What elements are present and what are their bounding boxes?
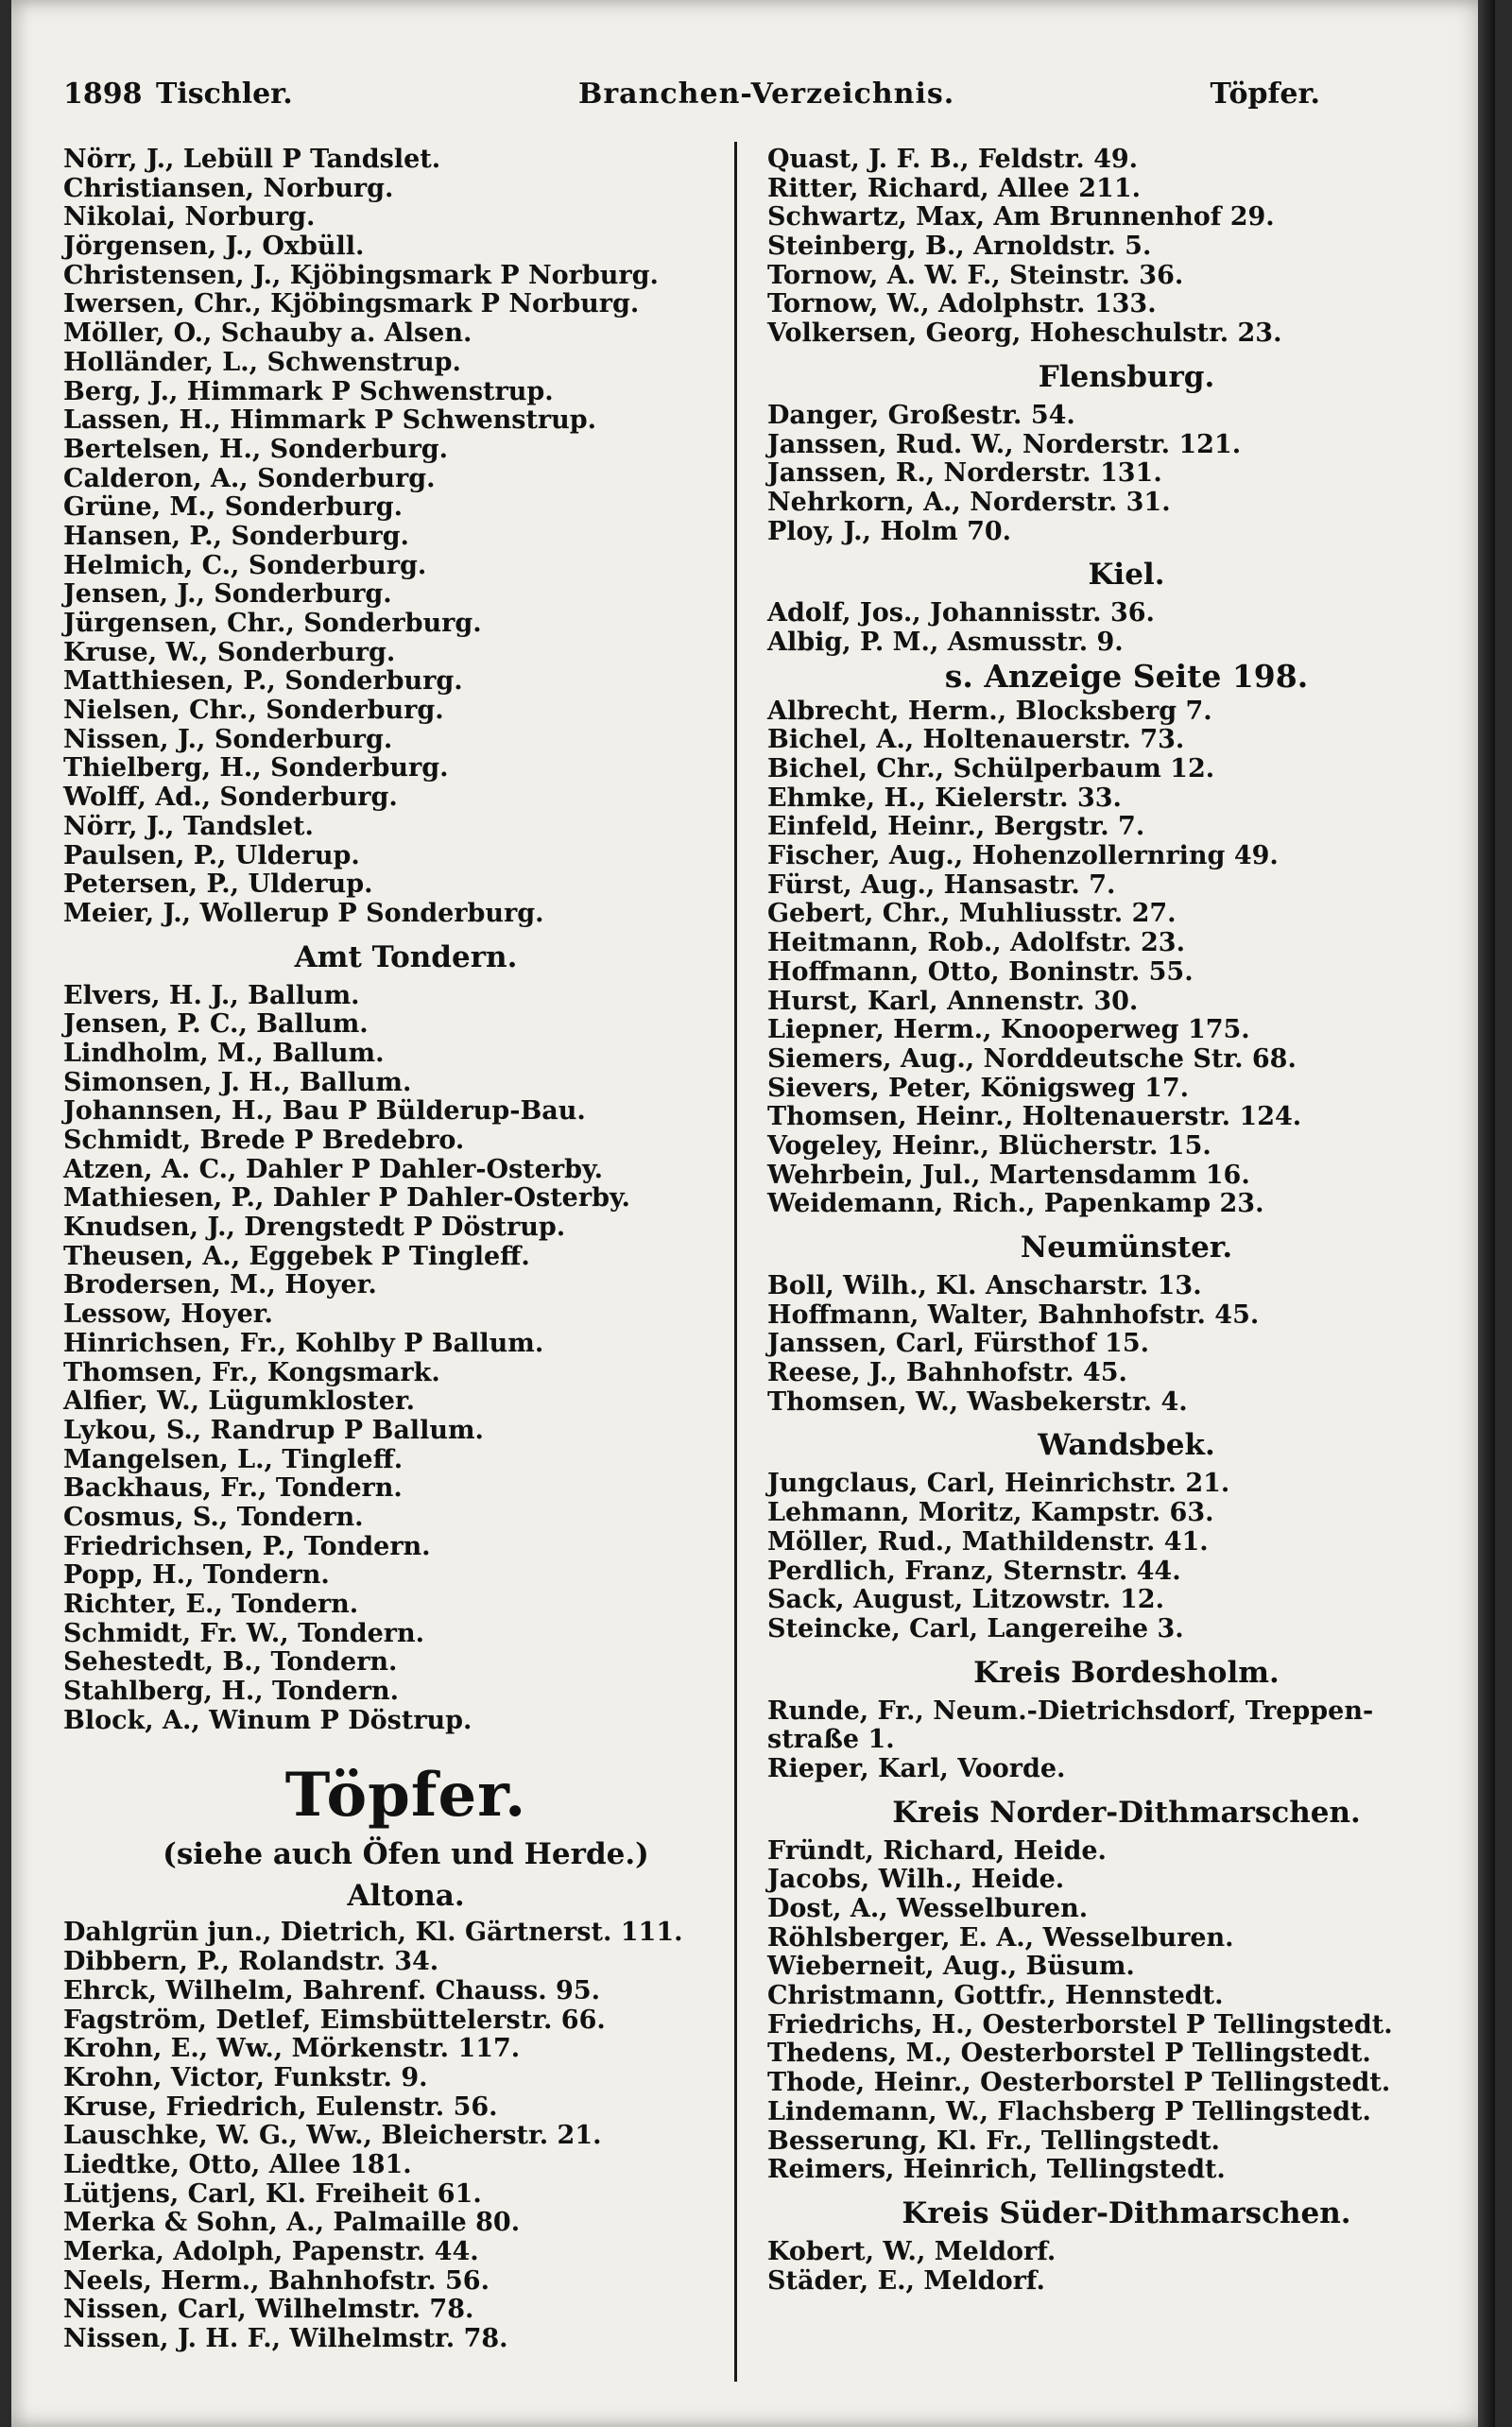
directory-entry: Friedrichs, H., Oesterborstel P Tellingstedt. (767, 2009, 1393, 2040)
directory-entry: Danger, Großestr. 54. (767, 400, 1075, 430)
page-header (63, 77, 1320, 130)
entries-tondern-group (63, 982, 748, 1736)
directory-entry: Bichel, A., Holtenauerstr. 73. (767, 725, 1185, 755)
directory-entry: Fagström, Detlef, Eimsbüttelerstr. 66. (63, 2005, 606, 2035)
directory-entry: Krohn, E., Ww., Mörkenstr. 117. (63, 2034, 521, 2064)
directory-entry: Bichel, Chr., Schülperbaum 12. (767, 754, 1215, 783)
directory-entry: Siemers, Aug., Norddeutsche Str. 68. (767, 1043, 1297, 1074)
heading-amt-tondern: Amt Tondern. (294, 939, 518, 974)
directory-entry: Fischer, Aug., Hohenzollernring 49. (767, 841, 1279, 871)
directory-entry: Backhaus, Fr., Tondern. (63, 1473, 403, 1504)
entries-altona-continued-group (767, 146, 1486, 349)
directory-entry: Steinberg, B., Arnoldstr. 5. (767, 232, 1152, 262)
directory-entry: Boll, Wilh., Kl. Anscharstr. 13. (767, 1271, 1202, 1300)
directory-entry: Jensen, P. C., Ballum. (63, 1009, 369, 1040)
directory-entry: Dost, A., Wesselburen. (767, 1894, 1089, 1923)
directory-entry: Helmich, C., Sonderburg. (63, 550, 427, 580)
directory-entry: Lindemann, W., Flachsberg P Tellingstedt. (767, 2096, 1371, 2126)
directory-entry: Perdlich, Franz, Sternstr. 44. (767, 1556, 1181, 1586)
directory-entry: Thomsen, Heinr., Holtenauerstr. 124. (767, 1102, 1302, 1132)
directory-entry: Jensen, J., Sonderburg. (63, 579, 392, 610)
directory-entry: Merka, Adolph, Papenstr. 44. (63, 2237, 479, 2266)
directory-page (11, 0, 1495, 2427)
directory-entry: Fürst, Aug., Hansastr. 7. (767, 869, 1116, 900)
right-column (767, 146, 1486, 2296)
directory-entry: Lessow, Hoyer. (63, 1300, 273, 1330)
heading-kreis-sueder-dithmarschen: Kreis Süder-Dithmarschen. (902, 2195, 1351, 2230)
directory-entry: Petersen, P., Ulderup. (63, 869, 373, 900)
heading-kreis-bordesholm: Kreis Bordesholm. (973, 1655, 1280, 1690)
directory-entry: Städer, E., Meldorf. (767, 2265, 1045, 2296)
directory-entry: Kobert, W., Meldorf. (767, 2236, 1057, 2266)
directory-entry: Nörr, J., Tandslet. (63, 811, 314, 841)
directory-entry: Ritter, Richard, Allee 211. (767, 173, 1142, 203)
directory-entry: Merka & Sohn, A., Palmaille 80. (63, 2208, 521, 2238)
directory-entry: Nielsen, Chr., Sonderburg. (63, 696, 444, 726)
directory-entry: Dibbern, P., Rolandstr. 34. (63, 1947, 439, 1977)
directory-entry: Alfier, W., Lügumkloster. (63, 1386, 416, 1417)
directory-entry: Holländer, L., Schwenstrup. (63, 347, 461, 377)
directory-entry: Wolff, Ad., Sonderburg. (63, 783, 398, 813)
directory-entry: Richter, E., Tondern. (63, 1590, 359, 1619)
heading-toepfer: Töpfer. (284, 1760, 527, 1832)
directory-entry: Bertelsen, H., Sonderburg. (63, 434, 449, 464)
directory-entry: Lindholm, M., Ballum. (63, 1038, 385, 1068)
directory-entry: Reimers, Heinrich, Tellingstedt. (767, 2155, 1226, 2185)
directory-entry: Möller, O., Schauby a. Alsen. (63, 318, 472, 349)
directory-entry: Cosmus, S., Tondern. (63, 1502, 364, 1532)
directory-entry: Albrecht, Herm., Blocksberg 7. (767, 696, 1212, 726)
directory-entry: Neels, Herm., Bahnhofstr. 56. (63, 2265, 490, 2296)
directory-entry: Janssen, Carl, Fürsthof 15. (767, 1329, 1150, 1359)
directory-entry: Hoffmann, Otto, Boninstr. 55. (767, 956, 1194, 987)
directory-entry: Quast, J. F. B., Feldstr. 49. (767, 145, 1139, 174)
directory-entry: Lauschke, W. G., Ww., Bleicherstr. 21. (63, 2121, 602, 2151)
directory-entry: Matthiesen, P., Sonderburg. (63, 666, 463, 697)
directory-entry: Schmidt, Brede P Bredebro. (63, 1126, 465, 1155)
directory-entry: Iwersen, Chr., Kjöbingsmark P Norburg. (63, 289, 640, 319)
directory-entry: Thomsen, W., Wasbekerstr. 4. (767, 1386, 1188, 1417)
directory-entry: Sack, August, Litzowstr. 12. (767, 1585, 1164, 1615)
directory-entry: Atzen, A. C., Dahler P Dahler-Osterby. (63, 1154, 604, 1184)
directory-entry: Fründt, Richard, Heide. (767, 1835, 1107, 1866)
directory-entry: Thedens, M., Oesterborstel P Tellingstedt. (767, 2039, 1371, 2069)
directory-entry: Steincke, Carl, Langereihe 3. (767, 1613, 1184, 1644)
directory-entry: Theusen, A., Eggebek P Tingleff. (63, 1241, 530, 1271)
directory-entry: Friedrichsen, P., Tondern. (63, 1531, 431, 1561)
directory-entry: Thode, Heinr., Oesterborstel P Tellingstedt. (767, 2068, 1391, 2098)
directory-entry: Mathiesen, P., Dahler P Dahler-Osterby. (63, 1183, 630, 1214)
directory-entry: Albig, P. M., Asmusstr. 9. (767, 627, 1124, 657)
entries-wandsbek-group (767, 1470, 1486, 1644)
directory-entry: Meier, J., Wollerup P Sonderburg. (63, 898, 544, 928)
directory-entry: Heitmann, Rob., Adolfstr. 23. (767, 928, 1185, 958)
directory-entry: Schwartz, Max, Am Brunnenhof 29. (767, 202, 1275, 232)
heading-flensburg: Flensburg. (1038, 359, 1215, 394)
directory-entry: Rieper, Karl, Voorde. (767, 1753, 1066, 1783)
page-number: 1898 (63, 77, 143, 111)
heading-kiel: Kiel. (1088, 558, 1165, 593)
directory-entry: Tornow, W., Adolphstr. 133. (767, 289, 1157, 319)
directory-entry: Sehestedt, B., Tondern. (63, 1647, 398, 1678)
directory-entry: Tornow, A. W. F., Steinstr. 36. (767, 260, 1184, 290)
directory-entry: Reese, J., Bahnhofstr. 45. (767, 1358, 1127, 1388)
directory-entry: Stahlberg, H., Tondern. (63, 1677, 399, 1707)
directory-entry: Brodersen, M., Hoyer. (63, 1270, 377, 1300)
directory-entry: Wehrbein, Jul., Martensdamm 16. (767, 1160, 1250, 1190)
directory-entry: Kruse, W., Sonderburg. (63, 637, 396, 667)
directory-entry: Adolf, Jos., Johannisstr. 36. (767, 598, 1155, 628)
directory-entry: Elvers, H. J., Ballum. (63, 980, 360, 1010)
directory-entry: Liepner, Herm., Knooperweg 175. (767, 1015, 1250, 1045)
directory-entry: Jörgensen, J., Oxbüll. (63, 232, 365, 262)
directory-title: Branchen-Verzeichnis. (578, 77, 955, 111)
directory-entry: Grüne, M., Sonderburg. (63, 492, 404, 523)
directory-entry: Runde, Fr., Neum.-Dietrichsdorf, Treppen- (767, 1695, 1374, 1726)
directory-entry: Thomsen, Fr., Kongsmark. (63, 1357, 440, 1387)
directory-entry: Weidemann, Rich., Papenkamp 23. (767, 1189, 1264, 1219)
directory-entry: Jungclaus, Carl, Heinrichstr. 21. (767, 1469, 1230, 1499)
directory-entry: Popp, H., Tondern. (63, 1560, 330, 1591)
directory-entry: Volkersen, Georg, Hoheschulstr. 23. (767, 318, 1282, 349)
directory-entry: Ploy, J., Holm 70. (767, 516, 1012, 546)
directory-entry: Kruse, Friedrich, Eulenstr. 56. (63, 2091, 498, 2122)
directory-entry: Hansen, P., Sonderburg. (63, 521, 409, 551)
directory-entry: Nissen, Carl, Wilhelmstr. 78. (63, 2295, 474, 2325)
directory-entry: Dahlgrün jun., Dietrich, Kl. Gärtnerst. 111. (63, 1918, 683, 1948)
directory-entry: Ehmke, H., Kielerstr. 33. (767, 783, 1122, 813)
heading-neumuenster: Neumünster. (1020, 1231, 1233, 1265)
directory-entry: Berg, J., Himmark P Schwenstrup. (63, 376, 554, 406)
section-name: Tischler. (156, 77, 293, 111)
directory-entry: Krohn, Victor, Funkstr. 9. (63, 2062, 428, 2092)
directory-entry: Knudsen, J., Drengstedt P Döstrup. (63, 1213, 566, 1243)
directory-entry: Nehrkorn, A., Norderstr. 31. (767, 487, 1171, 517)
directory-entry: Hinrichsen, Fr., Kohlby P Ballum. (63, 1328, 544, 1358)
directory-entry: Besserung, Kl. Fr., Tellingstedt. (767, 2126, 1220, 2156)
directory-entry: Einfeld, Heinr., Bergstr. 7. (767, 812, 1145, 842)
directory-entry: Janssen, R., Norderstr. 131. (767, 458, 1162, 489)
directory-entry: Jacobs, Wilh., Heide. (767, 1865, 1065, 1895)
directory-entry: Sievers, Peter, Königsweg 17. (767, 1073, 1190, 1103)
directory-entry: Möller, Rud., Mathildenstr. 41. (767, 1526, 1209, 1557)
directory-entry: Simonsen, J. H., Ballum. (63, 1067, 412, 1097)
directory-entry: Röhlsberger, E. A., Wesselburen. (767, 1922, 1234, 1953)
directory-entry: Johannsen, H., Bau P Bülderup-Bau. (63, 1096, 586, 1127)
directory-entry: Hoffmann, Walter, Bahnhofstr. 45. (767, 1300, 1260, 1330)
directory-entry: Gebert, Chr., Muhliusstr. 27. (767, 899, 1177, 929)
subheading-see-also: (siehe auch Öfen und Herde.) (163, 1837, 649, 1872)
directory-entry: straße 1. (767, 1725, 895, 1755)
directory-entry: Paulsen, P., Ulderup. (63, 840, 360, 870)
entries-norder-dithmarschen-group (767, 1837, 1486, 2185)
directory-entry: Nissen, J., Sonderburg. (63, 724, 393, 754)
running-title: Töpfer. (1210, 77, 1320, 111)
entries-kiel-b-group (767, 697, 1486, 1219)
directory-entry: Schmidt, Fr. W., Tondern. (63, 1618, 425, 1648)
directory-entry: Thielberg, H., Sonderburg. (63, 753, 449, 783)
directory-entry: Christiansen, Norburg. (63, 173, 394, 203)
directory-entry: Lehmann, Moritz, Kampstr. 63. (767, 1498, 1214, 1528)
entries-bordesholm-group (767, 1697, 1486, 1784)
directory-entry: Nikolai, Norburg. (63, 202, 316, 232)
directory-entry: Christensen, J., Kjöbingsmark P Norburg. (63, 260, 659, 290)
entries-altona-group (63, 1919, 748, 2353)
left-column (63, 146, 748, 2354)
directory-entry: Hurst, Karl, Annenstr. 30. (767, 986, 1139, 1016)
heading-kreis-norder-dithmarschen: Kreis Norder-Dithmarschen. (892, 1795, 1361, 1830)
directory-entry: Wieberneit, Aug., Büsum. (767, 1952, 1135, 1982)
entries-neumuenster-group (767, 1272, 1486, 1417)
heading-altona: Altona. (347, 1879, 465, 1914)
entries-sonderburg-group (63, 146, 748, 929)
directory-entry: Christmann, Gottfr., Hennstedt. (767, 1981, 1224, 2011)
directory-entry: Liedtke, Otto, Allee 181. (63, 2149, 412, 2179)
note-anzeige-seite: s. Anzeige Seite 198. (944, 657, 1309, 695)
directory-entry: Ehrck, Wilhelm, Bahrenf. Chauss. 95. (63, 1975, 601, 2005)
entries-kiel-a-group (767, 599, 1486, 657)
directory-entry: Vogeley, Heinr., Blücherstr. 15. (767, 1130, 1211, 1161)
directory-entry: Lassen, H., Himmark P Schwenstrup. (63, 405, 597, 436)
heading-wandsbek: Wandsbek. (1038, 1428, 1215, 1463)
directory-entry: Calderon, A., Sonderburg. (63, 463, 436, 493)
directory-entry: Mangelsen, L., Tingleff. (63, 1444, 404, 1474)
directory-entry: Lütjens, Carl, Kl. Freiheit 61. (63, 2178, 482, 2209)
directory-entry: Block, A., Winum P Döstrup. (63, 1705, 472, 1735)
directory-entry: Jürgensen, Chr., Sonderburg. (63, 609, 482, 638)
directory-entry: Janssen, Rud. W., Norderstr. 121. (767, 429, 1242, 459)
directory-entry: Nissen, J. H. F., Wilhelmstr. 78. (63, 2324, 508, 2354)
directory-entry: Lykou, S., Randrup P Ballum. (63, 1415, 484, 1445)
entries-sueder-dithmarschen-group (767, 2238, 1486, 2296)
directory-entry: Nörr, J., Lebüll P Tandslet. (63, 145, 441, 174)
entries-flensburg-group (767, 402, 1486, 546)
